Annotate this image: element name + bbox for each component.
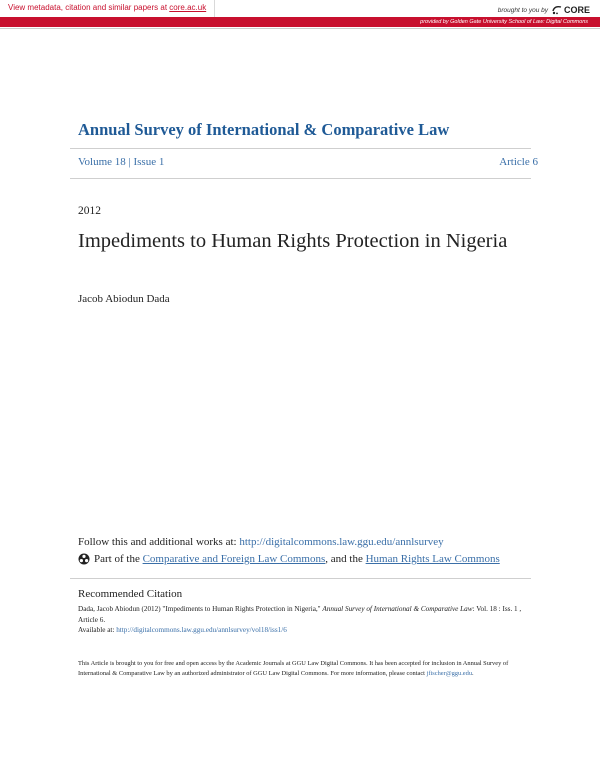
part-of-middle: , and the [325, 553, 366, 565]
citation-journal: Annual Survey of International & Comparative Law [322, 605, 473, 613]
article-title: Impediments to Human Rights Protection in Nigeria [78, 230, 508, 252]
human-rights-law-link[interactable]: Human Rights Law Commons [365, 553, 500, 565]
core-logo-label: CORE [563, 5, 590, 15]
core-logo-icon [552, 5, 562, 15]
provided-by-text: provided by Golden Gate University School of Law: Digital Commons [420, 19, 588, 25]
journal-name[interactable]: Annual Survey of International & Comparative Law [78, 120, 450, 139]
part-of-prefix: Part of the [94, 553, 143, 565]
author-name: Jacob Abiodun Dada [78, 293, 170, 305]
publication-year: 2012 [78, 205, 101, 217]
citation-divider [70, 578, 531, 579]
notice-end: . [472, 670, 474, 677]
core-brought-by[interactable] [498, 3, 590, 17]
core-metadata-link[interactable] [0, 0, 215, 18]
header-divider-top [70, 148, 531, 149]
recommended-citation-heading: Recommended Citation [78, 588, 183, 600]
available-label: Available at: [78, 626, 117, 635]
core-link[interactable]: core.ac.uk [169, 3, 207, 12]
citation-volume: : Vol. 18 : Iss. 1 , Article 6. [78, 605, 522, 624]
provided-by-bar [0, 17, 600, 27]
brought-by-text: brought to you by [497, 6, 548, 14]
available-url-link[interactable]: http://digitalcommons.law.ggu.edu/annlsurvey/vol18/iss1/6 [116, 626, 287, 635]
article-number-link[interactable]: Article 6 [499, 156, 538, 168]
follow-url-link[interactable]: http://digitalcommons.law.ggu.edu/annlsurvey [239, 536, 444, 548]
part-of-line [78, 553, 500, 565]
core-metadata-text: View metadata, citation and similar papers at [8, 3, 170, 12]
follow-line [78, 536, 444, 548]
core-logo[interactable] [552, 5, 590, 15]
citation-text [78, 604, 534, 636]
comparative-foreign-law-link[interactable]: Comparative and Foreign Law Commons [142, 553, 326, 565]
notice-text: This Article is brought to you for free and open access by the Academic Journals at GGU Law Digital Commons. It has been accepted for inclusion in Annual Survey of International & Comparative Law by an authorized administrator of GGU Law Digital Commons. For more information, please contact [78, 660, 509, 677]
contact-email-link[interactable]: jfischer@ggu.edu [426, 670, 473, 677]
network-icon [78, 553, 90, 565]
volume-issue-link[interactable]: Volume 18 | Issue 1 [78, 156, 165, 168]
access-notice [78, 659, 534, 679]
citation-body: Dada, Jacob Abiodun (2012) "Impediments to Human Rights Protection in Nigeria," [78, 605, 323, 613]
follow-prefix: Follow this and additional works at: [78, 536, 240, 548]
header-divider-bottom [70, 178, 531, 179]
